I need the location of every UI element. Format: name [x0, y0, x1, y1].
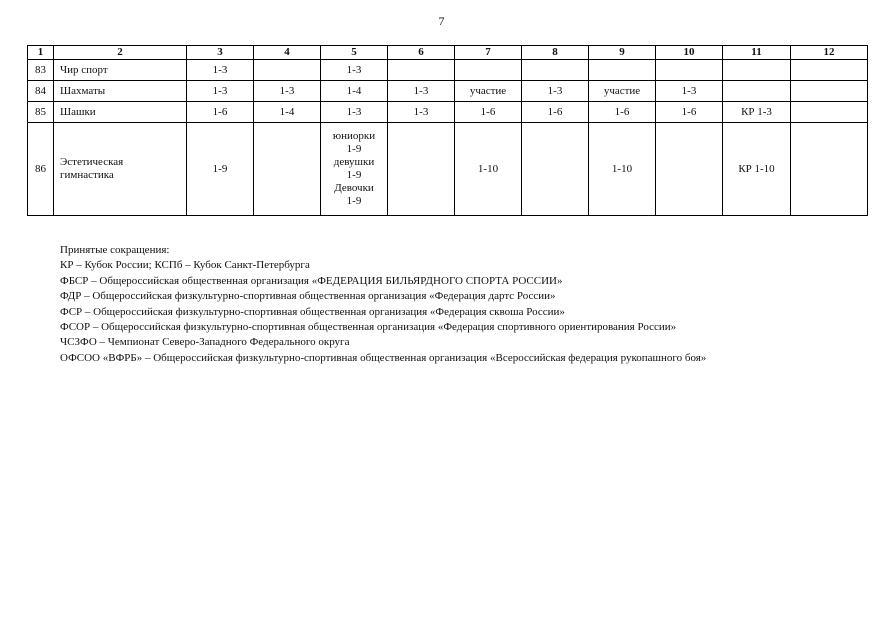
abbreviation-line: ЧСЗФО – Чемпионат Северо-Западного Федерального округа — [60, 336, 350, 349]
table-cell: КР 1-10 — [723, 123, 791, 216]
table-cell — [455, 60, 522, 81]
table-cell — [522, 123, 589, 216]
table-cell: 1-3 — [522, 81, 589, 102]
column-header: 10 — [656, 46, 723, 60]
sport-name-cell: Эстетическая гимнастика — [54, 123, 187, 216]
table-cell — [254, 123, 321, 216]
column-header: 8 — [522, 46, 589, 60]
table-cell — [656, 60, 723, 81]
table-cell — [254, 60, 321, 81]
abbreviation-line: ОФСОО «ВФРБ» – Общероссийская физкультурно-спортивная общественная организация «Всероссийская федерация рукопашного боя» — [60, 351, 707, 364]
abbreviation-line: ФСОР – Общероссийская физкультурно-спортивная общественная организация «Федерация спортивного ориентирования России» — [60, 321, 677, 334]
table-cell — [388, 60, 455, 81]
header-row — [28, 46, 868, 60]
abbreviations-heading: Принятые сокращения: — [60, 244, 170, 256]
sport-name-cell: Шахматы — [54, 81, 187, 102]
table-cell: 1-3 — [254, 81, 321, 102]
table-cell — [791, 81, 868, 102]
abbreviation-line: ФСР – Общероссийская физкультурно-спортивная общественная организация «Федерация сквоша России» — [60, 305, 565, 318]
table-cell: юниорки 1-9 девушки 1-9 Девочки 1-9 — [321, 123, 388, 216]
table-row — [28, 81, 868, 102]
column-header: 1 — [28, 46, 54, 60]
row-number-cell: 86 — [28, 123, 54, 216]
sport-name-cell: Шашки — [54, 102, 187, 123]
table-row — [28, 102, 868, 123]
table-cell: 1-6 — [455, 102, 522, 123]
table-cell — [791, 102, 868, 123]
table-cell — [723, 81, 791, 102]
table-cell — [522, 60, 589, 81]
column-header: 6 — [388, 46, 455, 60]
table-cell — [388, 123, 455, 216]
table-cell: участие — [455, 81, 522, 102]
table-cell: 1-3 — [656, 81, 723, 102]
competition-table — [27, 45, 868, 216]
row-number-cell: 85 — [28, 102, 54, 123]
column-header: 2 — [54, 46, 187, 60]
table-cell: 1-6 — [656, 102, 723, 123]
table-cell — [791, 123, 868, 216]
table-cell: 1-4 — [254, 102, 321, 123]
table-cell — [656, 123, 723, 216]
table-cell — [791, 60, 868, 81]
abbreviations-block — [60, 243, 706, 366]
column-header: 12 — [791, 46, 868, 60]
column-header: 4 — [254, 46, 321, 60]
row-number-cell: 83 — [28, 60, 54, 81]
table-cell: 1-3 — [187, 81, 254, 102]
column-header: 7 — [455, 46, 522, 60]
column-header: 11 — [723, 46, 791, 60]
table-cell: 1-4 — [321, 81, 388, 102]
table-cell: 1-3 — [321, 60, 388, 81]
table-cell: участие — [589, 81, 656, 102]
row-number-cell: 84 — [28, 81, 54, 102]
table-cell — [589, 60, 656, 81]
table-cell: 1-10 — [455, 123, 522, 216]
column-header: 5 — [321, 46, 388, 60]
table-cell: 1-3 — [388, 102, 455, 123]
abbreviation-line: ФДР – Общероссийская физкультурно-спортивная общественная организация «Федерация дартс России» — [60, 290, 556, 303]
page-number: 7 — [438, 14, 445, 28]
table-cell: 1-3 — [187, 60, 254, 81]
table-row — [28, 60, 868, 81]
table-cell: 1-9 — [187, 123, 254, 216]
abbreviation-line: ФБСР – Общероссийская общественная организация «ФЕДЕРАЦИЯ БИЛЬЯРДНОГО СПОРТА РОССИИ» — [60, 274, 563, 287]
table-row — [28, 123, 868, 216]
table-cell: 1-6 — [187, 102, 254, 123]
table-cell: 1-6 — [589, 102, 656, 123]
column-header: 9 — [589, 46, 656, 60]
table-cell: 1-3 — [388, 81, 455, 102]
column-header: 3 — [187, 46, 254, 60]
table-cell: 1-3 — [321, 102, 388, 123]
table-cell — [723, 60, 791, 81]
sport-name-cell: Чир спорт — [54, 60, 187, 81]
table-cell: КР 1-3 — [723, 102, 791, 123]
abbreviation-line: КР – Кубок России; КСПб – Кубок Санкт-Петербурга — [60, 259, 310, 272]
table-cell: 1-10 — [589, 123, 656, 216]
table-cell: 1-6 — [522, 102, 589, 123]
